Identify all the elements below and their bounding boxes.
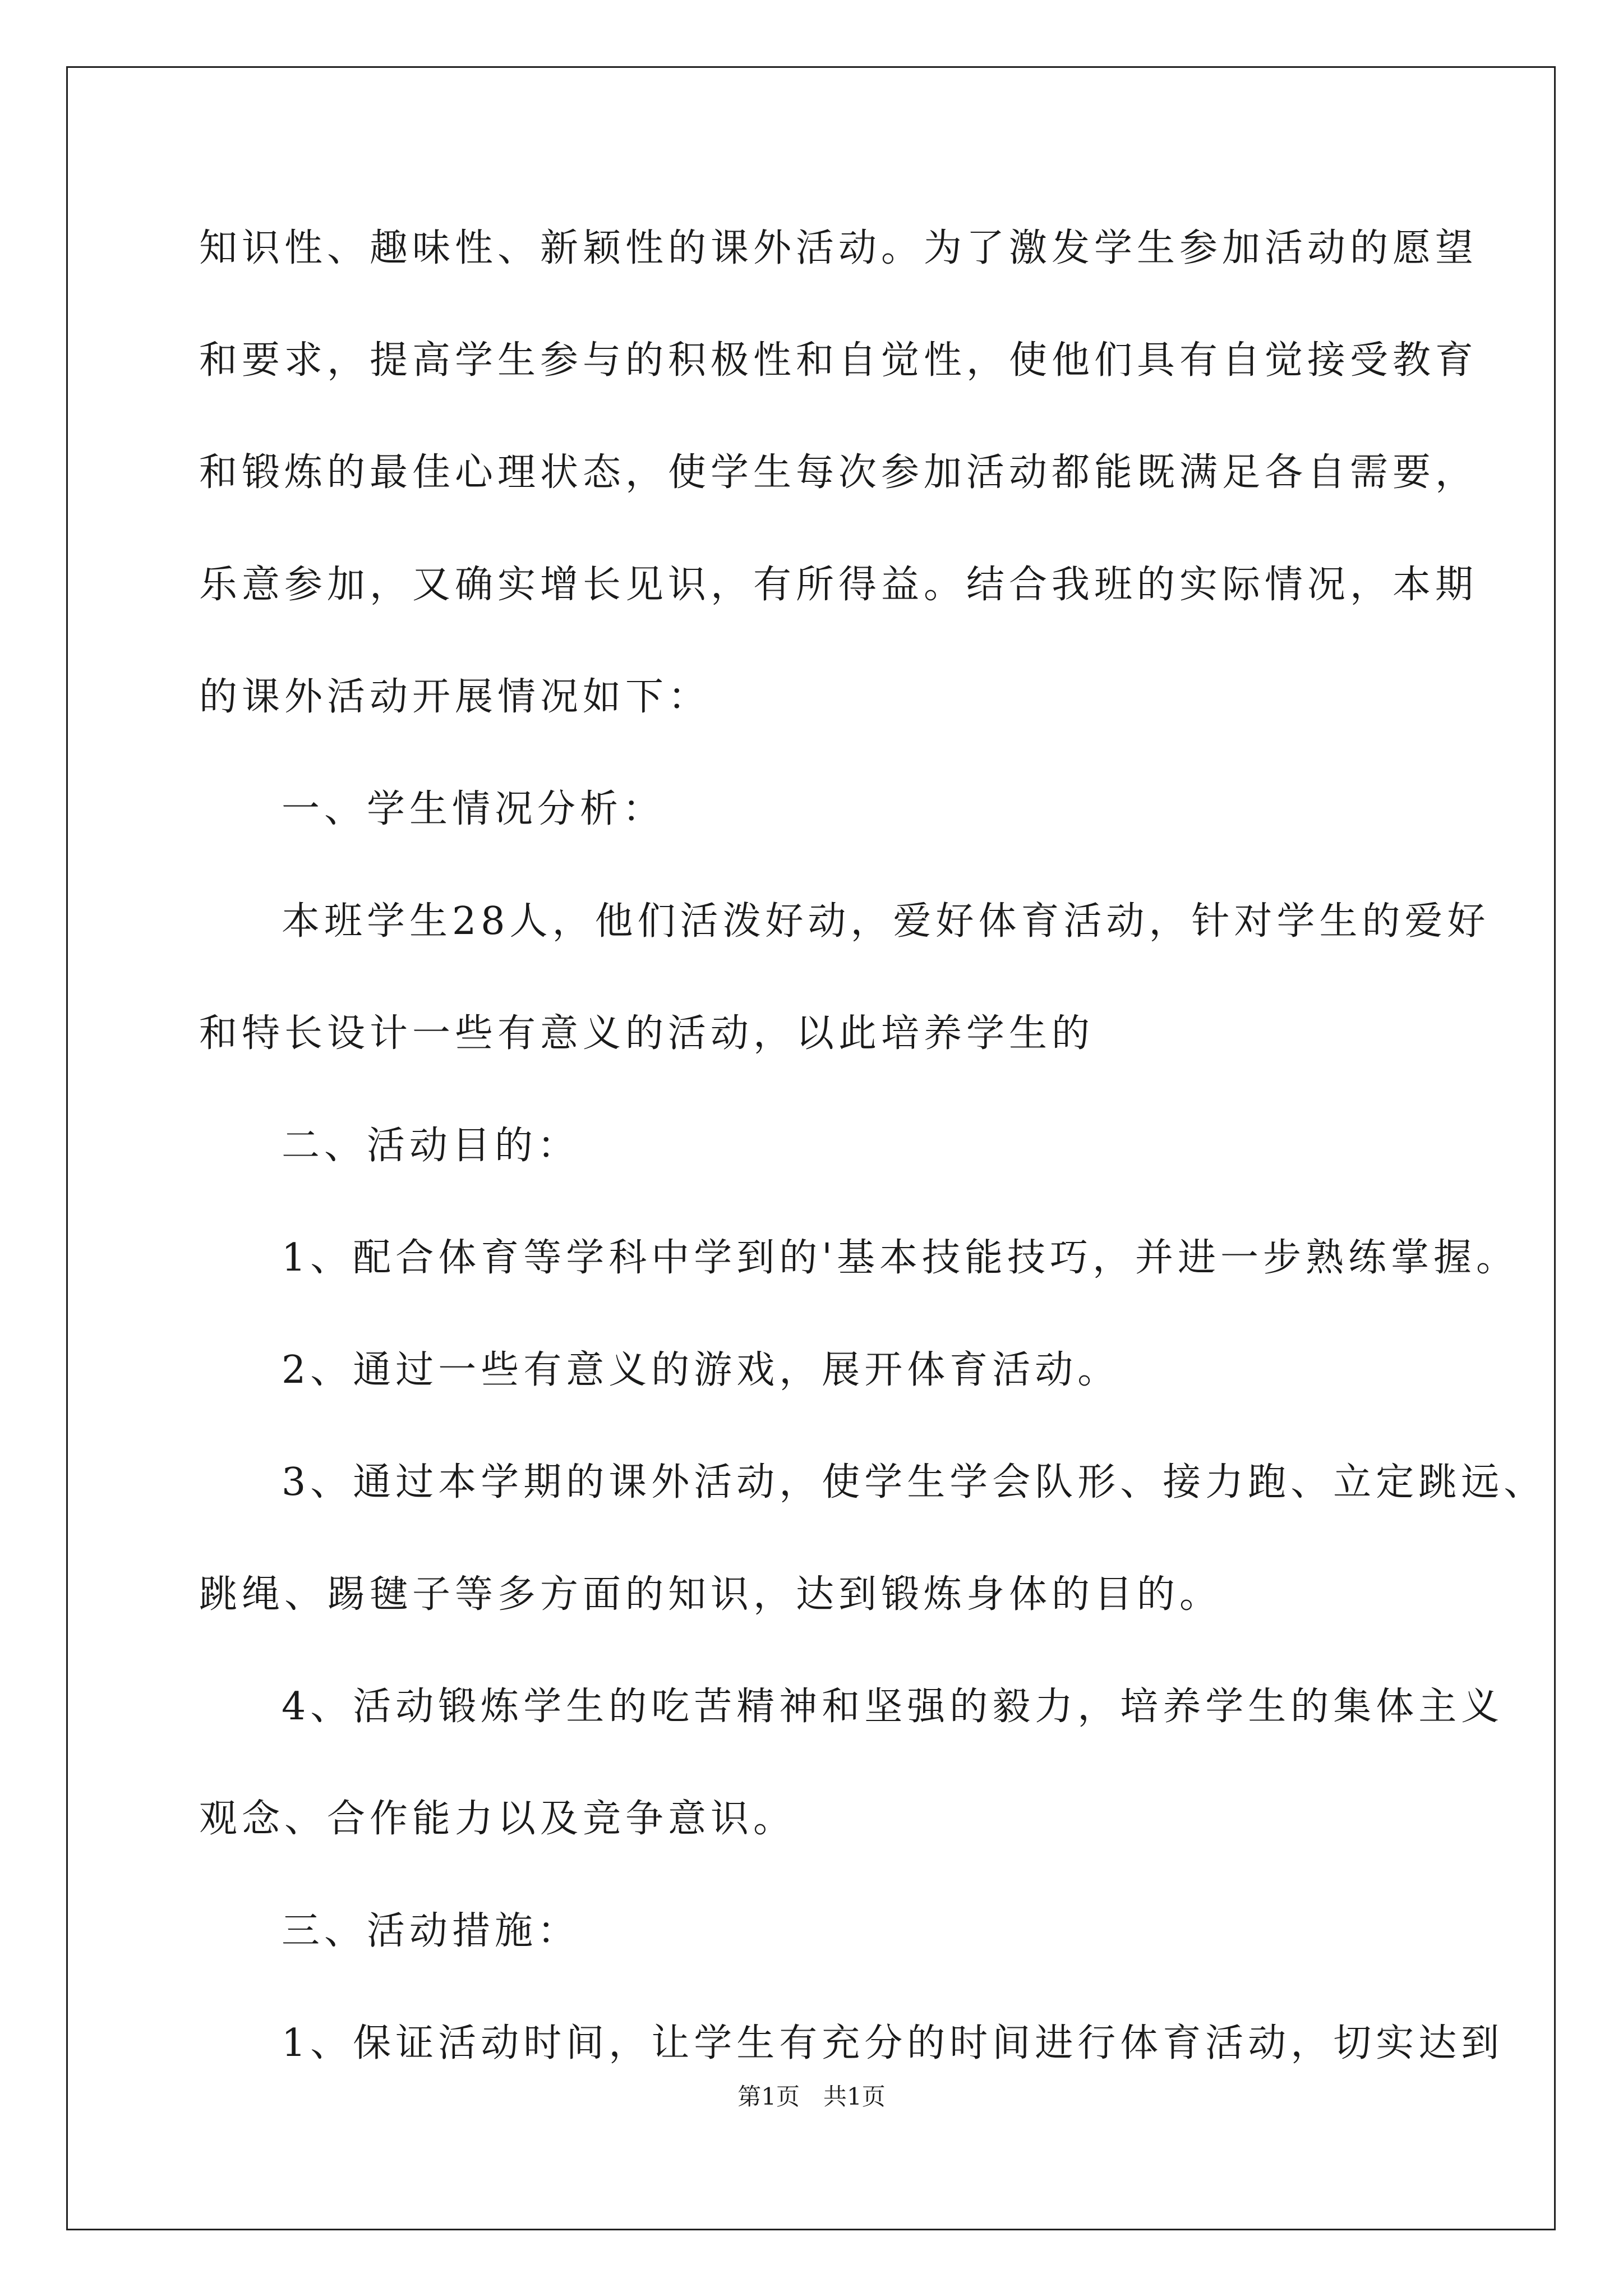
text-line: 跳绳、踢毽子等多方面的知识，达到锻炼身体的目的。 [199, 1572, 1223, 1617]
text-line: 的课外活动开展情况如下： [199, 675, 711, 719]
text-line: 和特长设计一些有意义的活动，以此培养学生的 [199, 1011, 1095, 1056]
list-item: 4、活动锻炼学生的吃苦精神和坚强的毅力，培养学生的集体主义 [282, 1685, 1504, 1729]
list-item: 1、保证活动时间，让学生有充分的时间进行体育活动，切实达到 [282, 2021, 1504, 2065]
section-heading: 二、活动目的： [282, 1124, 580, 1168]
text-line: 知识性、趣味性、新颖性的课外活动。为了激发学生参加活动的愿望 [199, 226, 1478, 270]
text-line: 和要求，提高学生参与的积极性和自觉性，使他们具有自觉接受教育 [199, 338, 1478, 383]
list-item: 2、通过一些有意义的游戏，展开体育活动。 [282, 1348, 1121, 1392]
text-line: 和锻炼的最佳心理状态，使学生每次参加活动都能既满足各自需要， [199, 450, 1478, 495]
list-item: 1、配合体育等学科中学到的'基本技能技巧，并进一步熟练掌握。 [282, 1236, 1519, 1280]
section-heading: 一、学生情况分析： [282, 787, 666, 831]
text-line: 本班学生28人，他们活泼好动，爱好体育活动，针对学生的爱好 [282, 899, 1490, 944]
text-line: 乐意参加，又确实增长见识，有所得益。结合我班的实际情况，本期 [199, 563, 1478, 607]
section-heading: 三、活动措施： [282, 1909, 580, 1953]
page-number-footer: 第1页 共1页 [737, 2083, 886, 2110]
text-line: 观念、合作能力以及竞争意识。 [199, 1797, 796, 1841]
list-item: 3、通过本学期的课外活动，使学生学会队形、接力跑、立定跳远、 [282, 1460, 1547, 1504]
